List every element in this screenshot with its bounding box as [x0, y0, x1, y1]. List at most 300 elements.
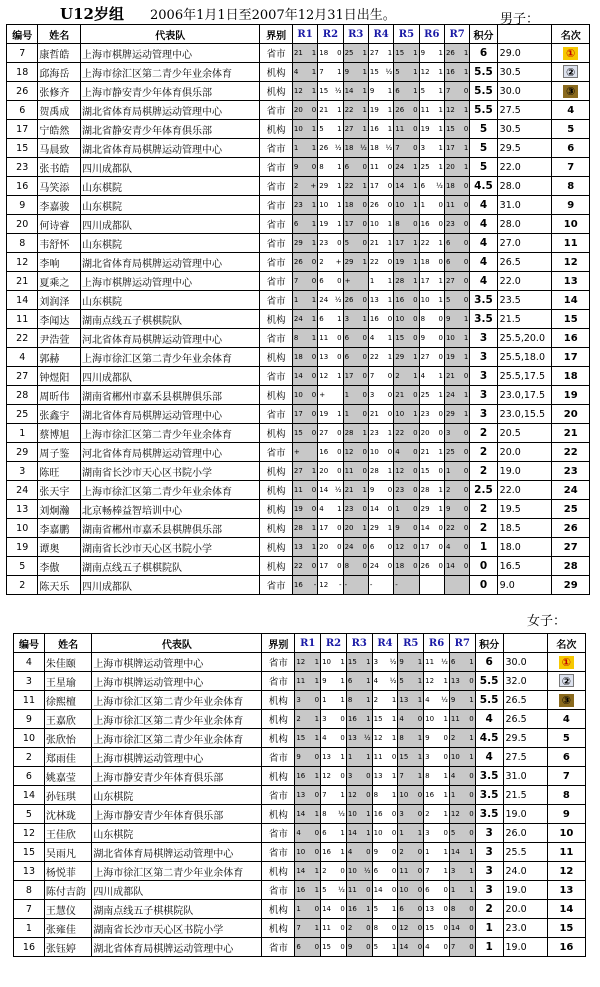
- tiebreak-score: 28.0: [497, 177, 552, 196]
- round-result: [343, 557, 368, 576]
- round-cell: [296, 734, 319, 742]
- round-cell: [294, 505, 316, 513]
- round-cell: [421, 372, 443, 380]
- round-score: 1: [311, 239, 317, 247]
- round-opponent: 25: [420, 163, 430, 171]
- table-row: [7, 120, 590, 139]
- round-score: 0: [337, 334, 342, 342]
- round-result: [444, 215, 469, 234]
- round-opponent: 26: [369, 201, 379, 209]
- player-number: 19: [7, 538, 38, 557]
- round-result: [394, 310, 419, 329]
- round-result: [295, 824, 321, 843]
- rank-cell: [552, 329, 590, 348]
- round-cell: [425, 905, 448, 913]
- tiebreak-score: 18.0: [497, 538, 552, 557]
- player-number: 10: [7, 519, 38, 538]
- round-score: 1: [438, 87, 443, 95]
- round-score: 1: [387, 49, 393, 57]
- round-cell: [395, 296, 417, 304]
- round-cell: [345, 391, 367, 399]
- table-row: [7, 291, 590, 310]
- round-result: [343, 120, 368, 139]
- round-score: 1: [443, 867, 448, 875]
- round-score: 0: [391, 829, 397, 837]
- round-result: [292, 443, 317, 462]
- rank-value: 6: [562, 751, 570, 763]
- table-row: [7, 424, 590, 443]
- round-result: [343, 158, 368, 177]
- round-score: 0: [366, 886, 371, 894]
- round-opponent: 12: [373, 734, 383, 742]
- round-opponent: 13: [373, 772, 383, 780]
- round-result: [321, 786, 347, 805]
- round-cell: [370, 277, 392, 285]
- round-opponent: 18: [420, 258, 430, 266]
- round-opponent: 20: [319, 467, 329, 475]
- rank-cell: [547, 805, 585, 824]
- round-result: [368, 44, 393, 63]
- round-result: [394, 462, 419, 481]
- rank-value: 12: [563, 256, 578, 268]
- round-cell: [322, 848, 345, 856]
- group-type: 省市: [260, 253, 292, 272]
- round-opponent: 10: [319, 201, 329, 209]
- round-score: 0: [413, 448, 418, 456]
- round-score: 1: [340, 753, 345, 761]
- round-cell: [345, 258, 367, 266]
- round-cell: [446, 543, 468, 551]
- table-row: [7, 481, 590, 500]
- player-number: 28: [7, 386, 38, 405]
- round-result: [295, 653, 321, 672]
- round-score: 0: [362, 391, 367, 399]
- round-result: [346, 805, 372, 824]
- round-score: 0: [387, 505, 393, 513]
- total-points: 3.5: [475, 767, 503, 786]
- round-result: [398, 710, 424, 729]
- round-cell: [446, 486, 468, 494]
- round-opponent: 17: [344, 220, 354, 228]
- round-opponent: 19: [420, 125, 430, 133]
- round-cell: [296, 772, 319, 780]
- round-score: 1: [311, 144, 317, 152]
- column-header: R6: [419, 25, 444, 44]
- round-cell: [446, 68, 468, 76]
- rank-value: 16: [563, 332, 578, 344]
- round-opponent: 21: [395, 391, 405, 399]
- team-name: 湖北省体育局棋牌运动管理中心: [92, 938, 262, 957]
- team-name: 湖北省静安青少年体育俱乐部: [81, 120, 260, 139]
- round-result: [346, 748, 372, 767]
- round-opponent: 10: [293, 125, 303, 133]
- round-cell: [399, 753, 422, 761]
- rank-cell: [552, 101, 590, 120]
- round-result: [419, 253, 444, 272]
- round-score: 1: [438, 486, 443, 494]
- team-name: 上海市徐汇区第二青少年业余体育: [81, 63, 260, 82]
- round-score: 1: [362, 258, 367, 266]
- round-result: [368, 63, 393, 82]
- round-cell: [395, 334, 417, 342]
- round-opponent: 4: [420, 372, 426, 380]
- group-type: 机构: [260, 348, 292, 367]
- round-score: 1: [314, 867, 320, 875]
- round-cell: [296, 696, 319, 704]
- round-cell: [370, 581, 392, 589]
- round-cell: [319, 372, 341, 380]
- round-result: [318, 500, 343, 519]
- round-result: [444, 500, 469, 519]
- round-result: [394, 63, 419, 82]
- rank-value: 14: [559, 903, 574, 915]
- round-result: [372, 710, 398, 729]
- round-opponent: 4: [425, 943, 430, 951]
- round-result: [343, 234, 368, 253]
- table-row: [7, 462, 590, 481]
- round-cell: [345, 68, 367, 76]
- round-score: 1: [417, 829, 423, 837]
- round-result: [343, 367, 368, 386]
- tiebreak-score: 27.5: [503, 748, 547, 767]
- round-opponent: 8: [344, 562, 350, 570]
- total-points: 5: [470, 120, 497, 139]
- total-points: 3.5: [475, 786, 503, 805]
- rank-cell: [552, 291, 590, 310]
- round-result: [318, 120, 343, 139]
- round-score: 1: [311, 296, 317, 304]
- round-result: [292, 139, 317, 158]
- round-result: [394, 253, 419, 272]
- round-result: [419, 386, 444, 405]
- round-cell: [421, 429, 443, 437]
- group-type: 机构: [262, 919, 295, 938]
- round-result: [394, 215, 419, 234]
- tiebreak-score: 27.5: [497, 101, 552, 120]
- round-cell: [374, 867, 397, 875]
- round-score: 1: [362, 182, 367, 190]
- table-row: [14, 938, 586, 957]
- round-result: [318, 291, 343, 310]
- round-score: 0: [314, 943, 320, 951]
- round-cell: [348, 715, 371, 723]
- round-cell: [294, 562, 316, 570]
- round-opponent: 14: [296, 867, 306, 875]
- round-opponent: 4: [293, 68, 299, 76]
- round-score: 0: [362, 467, 367, 475]
- rank-cell: [547, 691, 585, 710]
- round-result: [424, 938, 450, 957]
- rank-cell: [552, 215, 590, 234]
- round-cell: [345, 315, 367, 323]
- round-opponent: 22: [344, 182, 354, 190]
- round-cell: [421, 144, 443, 152]
- round-result: [318, 576, 343, 595]
- team-name: 湖北省体育局棋牌运动管理中心: [81, 101, 260, 120]
- group-type: 机构: [260, 557, 292, 576]
- round-result: [321, 919, 347, 938]
- round-score: 1: [443, 848, 448, 856]
- team-name: 山东棋院: [92, 786, 262, 805]
- round-opponent: 10: [296, 848, 306, 856]
- rank-value: 9: [562, 808, 570, 820]
- round-score: 1: [413, 163, 418, 171]
- round-opponent: 3: [450, 867, 456, 875]
- round-score: 1: [417, 734, 423, 742]
- tiebreak-score: 22.0: [497, 158, 552, 177]
- round-score: 1: [362, 486, 367, 494]
- round-score: 0: [387, 201, 393, 209]
- round-score: 0: [387, 391, 393, 399]
- round-score: 1: [438, 163, 443, 171]
- round-score: 0: [463, 201, 469, 209]
- group-type: 省市: [262, 843, 295, 862]
- round-opponent: 4: [399, 715, 404, 723]
- round-result: [346, 881, 372, 900]
- round-result: [394, 196, 419, 215]
- player-number: 15: [7, 139, 38, 158]
- round-score: 0: [413, 391, 418, 399]
- round-score: 0: [314, 696, 320, 704]
- round-score: 1: [463, 353, 469, 361]
- total-points: 3.5: [470, 310, 497, 329]
- team-name: 山东棋院: [81, 177, 260, 196]
- round-result: [394, 291, 419, 310]
- table-row: [7, 367, 590, 386]
- round-score: ½: [363, 734, 371, 742]
- rank-cell: [547, 881, 585, 900]
- round-opponent: 15: [420, 467, 430, 475]
- column-header: R5: [394, 25, 419, 44]
- round-opponent: 13: [293, 543, 303, 551]
- round-result: [419, 158, 444, 177]
- round-opponent: 27: [293, 467, 303, 475]
- round-result: [292, 158, 317, 177]
- team-name: 湖南点线五子棋棋院队: [81, 310, 260, 329]
- table-row: [14, 729, 586, 748]
- round-opponent: 3: [322, 715, 327, 723]
- team-name: 湖南省郴州市嘉禾县棋牌俱乐部: [81, 386, 260, 405]
- round-score: 0: [463, 543, 469, 551]
- round-opponent: 3: [347, 772, 353, 780]
- team-name: 上海市徐汇区第二青少年业余体育: [92, 729, 262, 748]
- round-score: 0: [391, 886, 397, 894]
- round-score: 0: [311, 258, 317, 266]
- group-type: 机构: [260, 500, 292, 519]
- rank-value: 8: [562, 789, 570, 801]
- round-result: [318, 519, 343, 538]
- round-score: 1: [366, 829, 371, 837]
- round-cell: [345, 125, 367, 133]
- round-cell: [446, 562, 468, 570]
- round-result: [394, 443, 419, 462]
- round-cell: [451, 658, 474, 666]
- tiebreak-score: 30.5: [497, 63, 552, 82]
- round-score: 0: [469, 829, 474, 837]
- round-score: 1: [337, 201, 342, 209]
- round-score: 1: [391, 943, 397, 951]
- round-cell: [345, 448, 367, 456]
- round-opponent: 29: [395, 353, 405, 361]
- round-cell: [319, 201, 341, 209]
- round-opponent: 26: [319, 144, 329, 152]
- round-opponent: 17: [319, 524, 329, 532]
- round-result: [292, 462, 317, 481]
- round-opponent: 13: [369, 296, 379, 304]
- round-opponent: 12: [293, 87, 303, 95]
- round-result: [368, 215, 393, 234]
- round-opponent: 15: [293, 429, 303, 437]
- round-result: [292, 44, 317, 63]
- team-name: 四川成都队: [81, 215, 260, 234]
- round-cell: [370, 429, 392, 437]
- round-opponent: 14: [450, 848, 460, 856]
- player-number: 23: [7, 158, 38, 177]
- tiebreak-score: 24.0: [503, 862, 547, 881]
- round-result: [295, 843, 321, 862]
- round-score: 1: [443, 791, 448, 799]
- round-score: 1: [362, 315, 367, 323]
- round-opponent: 26: [420, 562, 430, 570]
- round-score: 1: [340, 677, 345, 685]
- round-score: 1: [443, 715, 448, 723]
- team-name: 上海市静安青少年体育俱乐部: [92, 767, 262, 786]
- table-row: [14, 767, 586, 786]
- round-opponent: 1: [450, 791, 456, 799]
- round-cell: [446, 144, 468, 152]
- round-result: [343, 348, 368, 367]
- player-name: 杨悦菲: [44, 862, 91, 881]
- round-opponent: 3: [425, 829, 430, 837]
- round-score: 1: [443, 810, 448, 818]
- round-score: ½: [389, 658, 397, 666]
- rank-cell: [547, 767, 585, 786]
- player-name: 刘润泽: [38, 291, 81, 310]
- round-score: 0: [362, 353, 367, 361]
- total-points: 3: [470, 386, 497, 405]
- table-row: [7, 519, 590, 538]
- tiebreak-score: 22.0: [497, 481, 552, 500]
- round-cell: [345, 182, 367, 190]
- round-cell: [446, 49, 468, 57]
- group-type: 机构: [262, 729, 295, 748]
- round-score: 1: [413, 201, 418, 209]
- round-opponent: 13: [319, 353, 329, 361]
- round-score: ½: [441, 696, 448, 704]
- round-score: 1: [337, 372, 342, 380]
- round-opponent: 28: [344, 429, 354, 437]
- round-opponent: 13: [399, 696, 409, 704]
- round-result: [394, 234, 419, 253]
- round-opponent: 9: [395, 524, 400, 532]
- team-name: 湖南省郴州市嘉禾县棋牌俱乐部: [81, 519, 260, 538]
- round-opponent: 16: [420, 220, 430, 228]
- round-cell: [399, 810, 422, 818]
- round-cell: [322, 715, 345, 723]
- round-opponent: 3: [399, 810, 404, 818]
- round-score: 0: [337, 524, 342, 532]
- round-result: [343, 481, 368, 500]
- round-opponent: 15: [445, 125, 455, 133]
- round-opponent: 6: [373, 867, 379, 875]
- tiebreak-score: 29.5: [497, 139, 552, 158]
- round-score: 0: [337, 543, 342, 551]
- round-score: 0: [413, 220, 418, 228]
- round-result: [292, 386, 317, 405]
- team-name: 湖南省长沙市天心区书院小学: [81, 462, 260, 481]
- boys-section-label: 男子：: [500, 12, 540, 27]
- round-opponent: 12: [445, 106, 455, 114]
- round-cell: [399, 734, 422, 742]
- round-cell: [345, 543, 367, 551]
- round-cell: [370, 201, 392, 209]
- round-cell: [374, 886, 397, 894]
- round-cell: [446, 106, 468, 114]
- round-opponent: 10: [425, 715, 435, 723]
- round-score: ½: [338, 886, 345, 894]
- round-score: 1: [387, 524, 393, 532]
- round-opponent: 10: [373, 829, 383, 837]
- round-result: [292, 63, 317, 82]
- round-result: [398, 786, 424, 805]
- round-cell: [425, 696, 448, 704]
- round-score: 1: [438, 505, 443, 513]
- team-name: 上海市徐汇区第二青少年业余体育: [81, 348, 260, 367]
- round-score: 1: [463, 106, 469, 114]
- round-opponent: 10: [395, 201, 405, 209]
- round-opponent: 2: [399, 848, 404, 856]
- round-opponent: 8: [450, 905, 456, 913]
- round-opponent: 20: [319, 543, 329, 551]
- round-opponent: 6: [425, 886, 430, 894]
- round-result: [372, 824, 398, 843]
- round-result: [368, 481, 393, 500]
- round-opponent: 5: [445, 296, 451, 304]
- round-opponent: 5: [322, 886, 327, 894]
- round-cell: [451, 924, 474, 932]
- round-score: 0: [391, 924, 397, 932]
- rank-value: 24: [563, 484, 578, 496]
- round-opponent: 10: [322, 658, 332, 666]
- player-number: 1: [14, 919, 45, 938]
- round-result: [368, 576, 393, 595]
- girls-standings-table: [13, 633, 586, 957]
- round-cell: [370, 562, 392, 570]
- group-type: 机构: [262, 900, 295, 919]
- column-header: R4: [372, 634, 398, 653]
- round-cell: [348, 829, 371, 837]
- round-result: [368, 405, 393, 424]
- round-cell: [370, 163, 392, 171]
- round-opponent: 9: [425, 734, 430, 742]
- round-result: [321, 938, 347, 957]
- round-opponent: 12: [319, 581, 329, 589]
- group-type: 机构: [260, 63, 292, 82]
- player-number: 9: [7, 196, 38, 215]
- round-cell: [348, 867, 371, 875]
- player-number: 2: [14, 748, 45, 767]
- round-result: [424, 710, 450, 729]
- round-score: 0: [362, 220, 367, 228]
- round-score: 0: [391, 848, 397, 856]
- round-result: [394, 82, 419, 101]
- round-opponent: 7: [296, 924, 301, 932]
- round-cell: [294, 220, 316, 228]
- total-points: 4: [470, 272, 497, 291]
- round-cell: [421, 106, 443, 114]
- round-opponent: 14: [373, 886, 383, 894]
- round-score: 1: [443, 772, 448, 780]
